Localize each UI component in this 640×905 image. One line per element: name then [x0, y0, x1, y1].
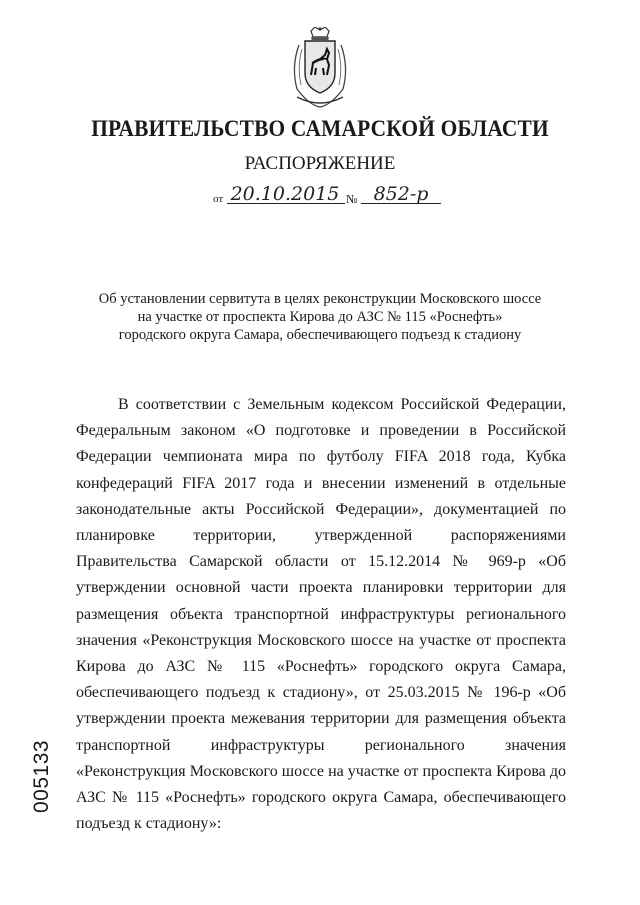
handwritten-date: 20.10.2015 — [230, 183, 340, 205]
government-title: ПРАВИТЕЛЬСТВО САМАРСКОЙ ОБЛАСТИ — [91, 116, 549, 141]
samara-coat-of-arms-icon — [289, 27, 351, 109]
subject-line: Об установлении сервитута в целях реконструкции Московского шоссе — [98, 291, 542, 307]
date-number-line — [213, 183, 443, 211]
number-underline — [361, 203, 441, 204]
handwritten-number: 852-р — [373, 183, 429, 205]
document-subject — [60, 290, 580, 344]
subject-line: городского округа Самара, обеспечивающего подъезд к стадиону — [118, 327, 522, 343]
date-underline — [227, 203, 345, 204]
side-serial-number: 005133 — [30, 739, 53, 813]
body-paragraph: В соответствии с Земельным кодексом Российской Федерации, Федеральным законом «О подготовке и проведении в Российской Федерации чемпионата мира по футболу FIFA 2018 года, Кубка конфедераций FIFA 2017 года и внесении изменений в отдельные законодательные акты Российской Федерации», документацией по планировке территории, утвержденной распоряжениями Правительства Самарской области от 15.12.2014 № 969-р «Об утверждении основной части проекта планировки территории для размещения объекта транспортной инфраструктуры регионального значения «Реконструкция Московского шоссе на участке от проспекта Кирова до АЗС № 115 «Роснефть» городского округа Самара, обеспечивающего подъезд к стадиону», от 25.03.2015 № 196-р «Об утверждении проекта межевания территории для размещения объекта транспортной инфраструктуры регионального значения «Реконструкция Московского шоссе на участке от проспекта Кирова до АЗС № 115 «Роснефть» городского округа Самара, обеспечивающего подъезд к стадиону»: — [76, 396, 566, 833]
document-type: РАСПОРЯЖЕНИЕ — [244, 153, 396, 174]
subject-line: на участке от проспекта Кирова до АЗС № 115 «Роснефть» — [137, 309, 503, 325]
number-sign-label: № — [346, 192, 358, 206]
date-prefix-label: от — [213, 193, 224, 205]
